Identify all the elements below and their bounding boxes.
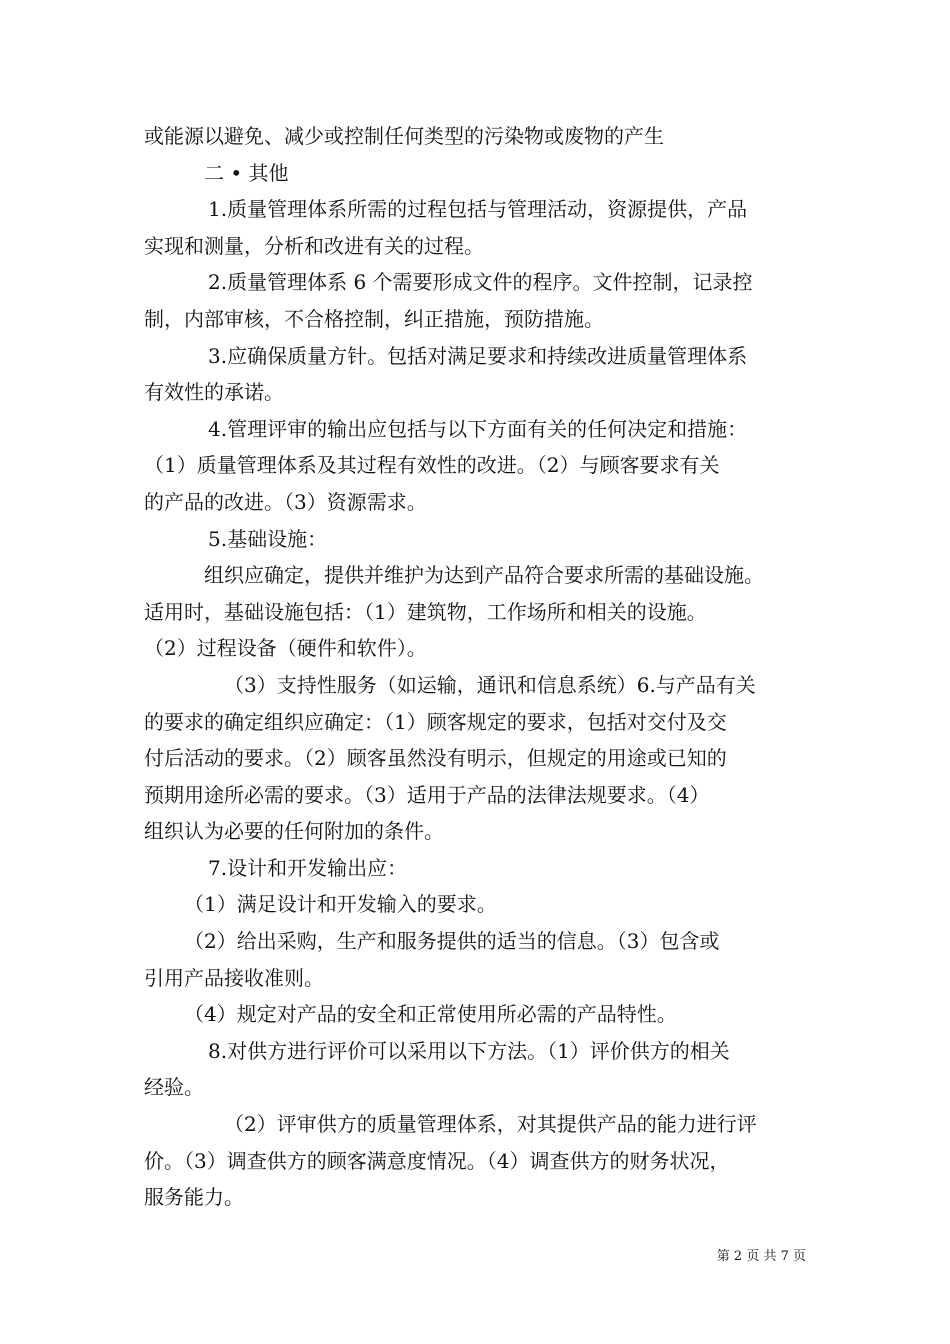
text-line: 的产品的改进。（3）资源需求。 bbox=[144, 489, 427, 514]
text-line: （2）给出采购，生产和服务提供的适当的信息。（3）包含或 bbox=[184, 929, 720, 954]
text-line: 5.基础设施： bbox=[208, 526, 328, 551]
text-line: 4.管理评审的输出应包括与以下方面有关的任何决定和措施： bbox=[208, 416, 748, 441]
text-line: 有效性的承诺。 bbox=[144, 380, 284, 405]
text-line: 2.质量管理体系 6 个需要形成文件的程序。文件控制，记录控 bbox=[208, 270, 753, 295]
text-line: 价。（3）调查供方的顾客满意度情况。（4）调查供方的财务状况， bbox=[144, 1148, 730, 1173]
text-line: （3）支持性服务（如运输，通讯和信息系统）6.与产品有关 bbox=[224, 672, 756, 697]
text-line: 适用时，基础设施包括：（1）建筑物，工作场所和相关的设施。 bbox=[144, 599, 707, 624]
page-number: 第 2 页 共 7 页 bbox=[716, 1249, 806, 1264]
text-line: 付后活动的要求。（2）顾客虽然没有明示，但规定的用途或已知的 bbox=[144, 746, 727, 771]
text-line: 或能源以避免、减少或控制任何类型的污染物或废物的产生 bbox=[144, 124, 664, 148]
text-line: 7.设计和开发输出应： bbox=[208, 855, 408, 880]
text-line: 1.质量管理体系所需的过程包括与管理活动，资源提供，产品 bbox=[208, 197, 748, 222]
text-line: 经验。 bbox=[144, 1075, 204, 1100]
text-line: 组织认为必要的任何附加的条件。 bbox=[144, 819, 444, 844]
text-line: 3.应确保质量方针。包括对满足要求和持续改进质量管理体系 bbox=[208, 343, 748, 368]
text-line: （2）评审供方的质量管理体系，对其提供产品的能力进行评 bbox=[224, 1112, 757, 1137]
text-line: 实现和测量，分析和改进有关的过程。 bbox=[144, 233, 484, 258]
text-line: （2）过程设备（硬件和软件）。 bbox=[144, 636, 427, 661]
text-line: 8.对供方进行评价可以采用以下方法。（1）评价供方的相关 bbox=[208, 1038, 730, 1063]
text-line: 制，内部审核，不合格控制，纠正措施，预防措施。 bbox=[144, 306, 604, 331]
text-line: （1）质量管理体系及其过程有效性的改进。（2）与顾客要求有关 bbox=[144, 453, 720, 478]
text-line: （1）满足设计和开发输入的要求。 bbox=[184, 892, 497, 917]
text-line: 引用产品接收准则。 bbox=[144, 965, 324, 990]
document-body bbox=[144, 118, 814, 1216]
text-line: 组织应确定，提供并维护为达到产品符合要求所需的基础设施。 bbox=[204, 563, 764, 588]
text-line: （4）规定对产品的安全和正常使用所必需的产品特性。 bbox=[184, 1002, 677, 1027]
text-line: 预期用途所必需的要求。（3）适用于产品的法律法规要求。（4） bbox=[144, 782, 710, 807]
text-line: 的要求的确定组织应确定：（1）顾客规定的要求，包括对交付及交 bbox=[144, 709, 727, 734]
text-line: 二 • 其他 bbox=[204, 160, 289, 185]
text-line: 服务能力。 bbox=[144, 1185, 244, 1210]
